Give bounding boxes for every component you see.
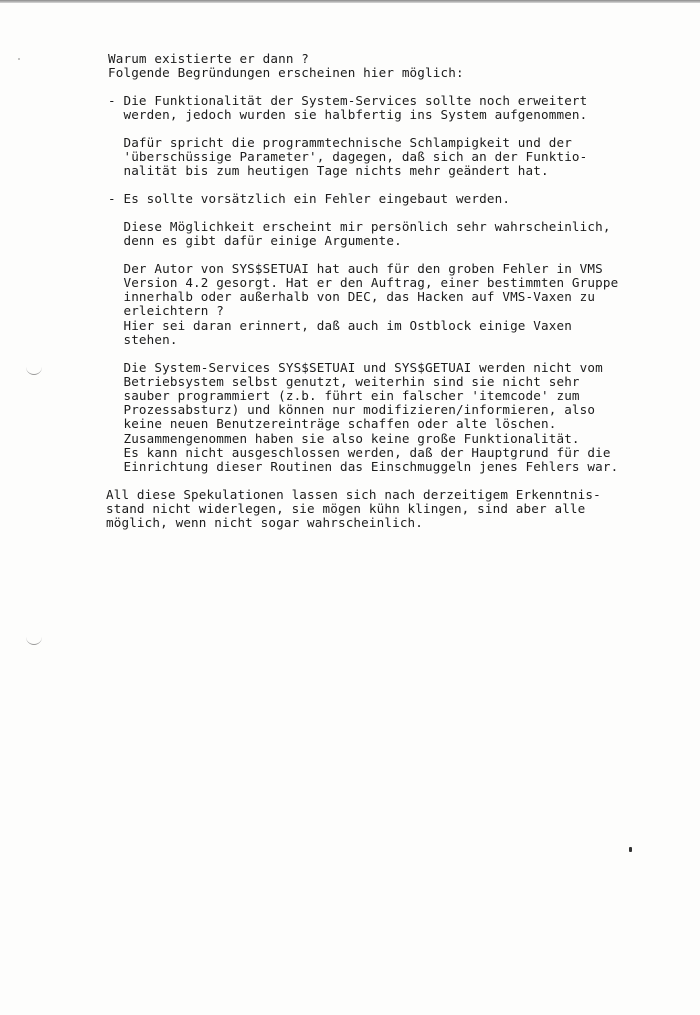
paragraph-intro bbox=[108, 52, 668, 80]
text-line: Diese Möglichkeit erscheint mir persönlich sehr wahrscheinlich, bbox=[108, 218, 611, 234]
paragraph-conclusion bbox=[106, 488, 668, 531]
text-line: keine neuen Benutzereinträge schaffen oder alte löschen. bbox=[108, 416, 557, 432]
page-top-edge bbox=[0, 0, 700, 3]
text-line: stand nicht widerlegen, sie mögen kühn klingen, sind aber alle bbox=[106, 500, 586, 516]
text-line: Version 4.2 gesorgt. Hat er den Auftrag, einer bestimmten Gruppe bbox=[108, 275, 619, 291]
text-line: Warum existierte er dann ? bbox=[108, 51, 310, 66]
text-line: Betriebsystem selbst genutzt, weiterhin sind sie nicht sehr bbox=[108, 373, 580, 389]
text-line: - Die Funktionalität der System-Services sollte noch erweitert bbox=[108, 92, 588, 108]
text-line: nalität bis zum heutigen Tage nichts mehr geändert hat. bbox=[108, 163, 549, 179]
text-line: Zusammengenommen haben sie also keine große Funktionalität. bbox=[108, 430, 580, 446]
text-line: Die System-Services SYS$SETUAI und SYS$GETUAI werden nicht vom bbox=[108, 359, 603, 375]
text-line: Folgende Begründungen erscheinen hier möglich: bbox=[108, 65, 464, 81]
punch-hole-mark-lower bbox=[26, 636, 42, 645]
text-line: innerhalb oder außerhalb von DEC, das Hacken auf VMS-Vaxen zu bbox=[108, 289, 596, 305]
paragraph-system-services bbox=[108, 361, 668, 475]
text-line: Prozessabsturz) und können nur modifizieren/informieren, also bbox=[108, 402, 596, 418]
text-line: Einrichtung dieser Routinen das Einschmuggeln jenes Fehlers war. bbox=[108, 458, 619, 474]
text-line: All diese Spekulationen lassen sich nach derzeitigem Erkenntnis- bbox=[106, 486, 601, 502]
punch-hole-mark-upper bbox=[26, 366, 42, 375]
text-line: erleichtern ? bbox=[108, 303, 224, 319]
text-line: stehen. bbox=[108, 331, 178, 347]
paragraph-author bbox=[108, 262, 668, 347]
text-line: denn es gibt dafür einige Argumente. bbox=[108, 233, 402, 249]
text-line: Der Autor von SYS$SETUAI hat auch für den groben Fehler in VMS bbox=[108, 260, 603, 276]
paragraph-point-1-detail bbox=[108, 136, 668, 179]
text-line: Hier sei daran erinnert, daß auch im Ostblock einige Vaxen bbox=[108, 317, 572, 333]
scan-speck bbox=[18, 58, 20, 60]
text-line: Dafür spricht die programmtechnische Schlampigkeit und der bbox=[108, 134, 572, 150]
paragraph-point-2-arguments bbox=[108, 220, 668, 248]
paragraph-point-1 bbox=[108, 94, 668, 122]
text-line: - Es sollte vorsätzlich ein Fehler eingebaut werden. bbox=[108, 191, 511, 207]
ink-dot-mark bbox=[629, 847, 632, 852]
document-body bbox=[108, 52, 668, 530]
text-line: sauber programmiert (z.b. führt ein falscher 'itemcode' zum bbox=[108, 387, 580, 403]
text-line: Es kann nicht ausgeschlossen werden, daß der Hauptgrund für die bbox=[108, 444, 611, 460]
text-line: werden, jedoch wurden sie halbfertig ins System aufgenommen. bbox=[108, 107, 588, 123]
text-line: 'überschüssige Parameter', dagegen, daß sich an der Funktio- bbox=[108, 149, 588, 165]
paragraph-point-2 bbox=[108, 192, 668, 206]
text-line: möglich, wenn nicht sogar wahrscheinlich. bbox=[106, 515, 424, 531]
